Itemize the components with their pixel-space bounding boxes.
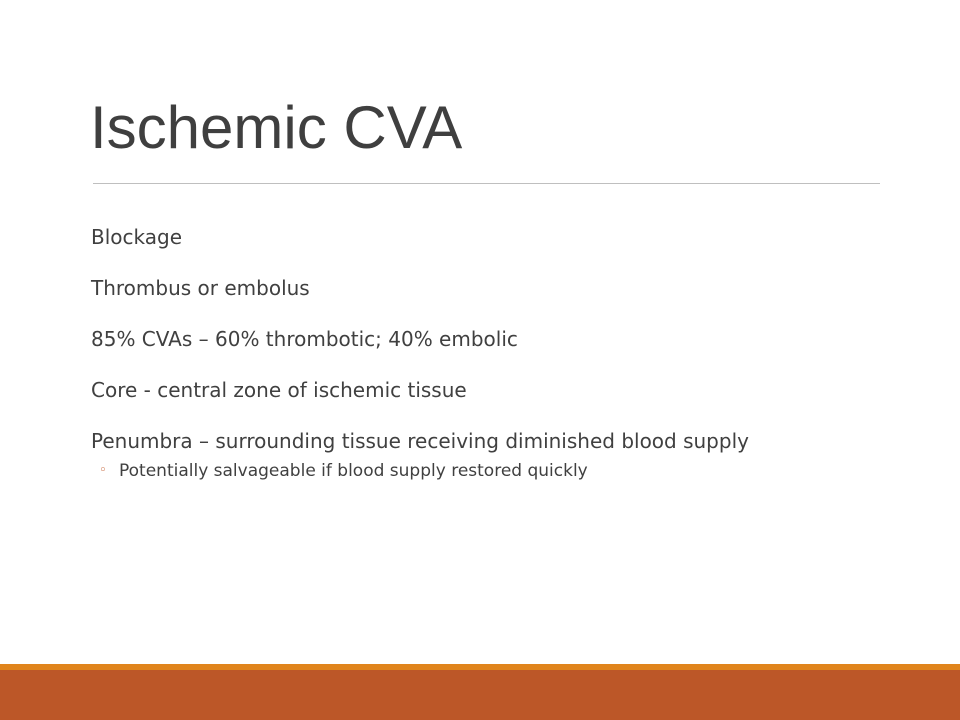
- bullet-item: Thrombus or embolus: [91, 276, 310, 300]
- bullet-item: Core - central zone of ischemic tissue: [91, 378, 467, 402]
- sub-bullet-item: [99, 459, 891, 483]
- sub-bullet-text: Potentially salvageable if blood supply restored quickly: [119, 461, 588, 481]
- footer-band: [0, 670, 960, 720]
- title-divider: [93, 183, 880, 184]
- slide-title: Ischemic CVA: [90, 94, 463, 161]
- bullet-item: Blockage: [91, 225, 182, 249]
- circle-bullet-icon: ◦: [99, 463, 107, 478]
- bullet-list: [91, 218, 891, 483]
- bullet-item: 85% CVAs – 60% thrombotic; 40% embolic: [91, 327, 518, 351]
- bullet-item: Penumbra – surrounding tissue receiving diminished blood supply: [91, 429, 749, 453]
